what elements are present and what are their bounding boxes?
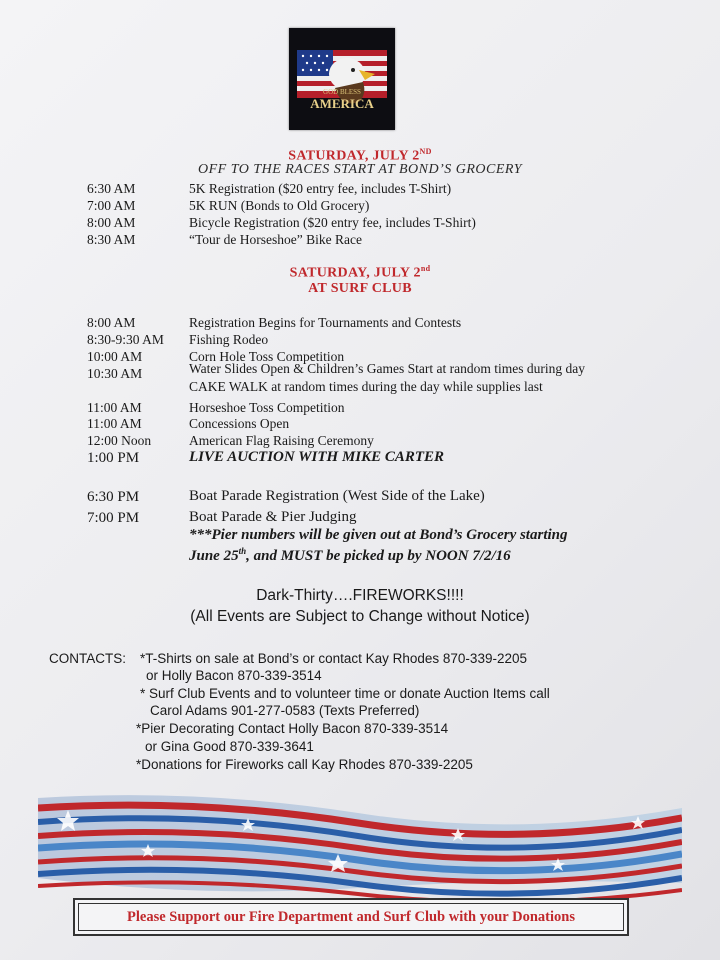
contact-line: *Pier Decorating Contact Holly Bacon 870-339-3514 <box>136 721 449 736</box>
event-time: 7:00 PM <box>87 510 140 526</box>
event-desc: Bicycle Registration ($20 entry fee, includes T-Shirt) <box>189 215 476 230</box>
contacts-label: CONTACTS: <box>49 651 126 666</box>
contact-line: or Gina Good 870-339-3641 <box>145 739 314 754</box>
svg-text:GOD BLESS: GOD BLESS <box>323 88 361 96</box>
event-desc: 5K RUN (Bonds to Old Grocery) <box>189 198 370 213</box>
event-time: 1:00 PM <box>87 450 140 466</box>
section1-date-heading: SATURDAY, JULY 2ND <box>288 147 432 164</box>
donation-footer <box>73 898 629 936</box>
event-desc: Horseshoe Toss Competition <box>189 400 345 415</box>
section2-date-heading: SATURDAY, JULY 2nd <box>289 264 431 281</box>
event-desc: American Flag Raising Ceremony <box>189 433 374 448</box>
event-desc: 5K Registration ($20 entry fee, includes T-Shirt) <box>189 181 452 196</box>
event-time: 10:30 AM <box>87 366 143 381</box>
event-time: 8:30 AM <box>87 232 136 247</box>
section2-location: AT SURF CLUB <box>308 281 412 296</box>
event-time: 12:00 Noon <box>87 433 152 448</box>
contact-line: *T-Shirts on sale at Bond’s or contact Kay Rhodes 870-339-2205 <box>140 651 527 666</box>
event-time: 8:00 AM <box>87 315 136 330</box>
contact-line: Carol Adams 901-277-0583 (Texts Preferred) <box>150 703 420 718</box>
patriotic-banner <box>38 788 682 908</box>
event-desc: Boat Parade & Pier Judging <box>189 509 357 525</box>
event-time: 11:00 AM <box>87 400 142 415</box>
event-desc-highlight: LIVE AUCTION WITH MIKE CARTER <box>189 449 445 465</box>
pier-note-line1: ***Pier numbers will be given out at Bond’s Grocery starting <box>189 527 568 543</box>
event-desc: “Tour de Horseshoe” Bike Race <box>189 232 362 247</box>
svg-text:AMERICA: AMERICA <box>310 96 374 111</box>
event-desc: Fishing Rodeo <box>189 332 269 347</box>
fireworks-line: Dark-Thirty….FIREWORKS!!!! <box>256 587 464 604</box>
footer-text: Please Support our Fire Department and Surf Club with your Donations <box>78 903 624 931</box>
event-time: 8:30-9:30 AM <box>87 332 164 347</box>
section1-subtitle: OFF TO THE RACES START AT BOND’S GROCERY <box>197 162 522 177</box>
contact-line: or Holly Bacon 870-339-3514 <box>146 668 322 683</box>
event-desc: Water Slides Open & Children’s Games Start at random times during day <box>189 361 585 376</box>
contact-line: * Surf Club Events and to volunteer time or donate Auction Items call <box>140 686 550 701</box>
event-time: 8:00 AM <box>87 215 136 230</box>
contact-line: *Donations for Fireworks call Kay Rhodes 870-339-2205 <box>136 757 473 772</box>
event-desc: Registration Begins for Tournaments and Contests <box>189 315 462 330</box>
event-time: 11:00 AM <box>87 416 142 431</box>
disclaimer: (All Events are Subject to Change without Notice) <box>190 608 530 625</box>
event-time: 7:00 AM <box>87 198 136 213</box>
god-bless-america-logo <box>289 28 395 130</box>
event-desc: Corn Hole Toss Competition <box>189 349 345 364</box>
event-desc: Boat Parade Registration (West Side of the Lake) <box>189 488 485 504</box>
event-time: 6:30 PM <box>87 489 140 505</box>
event-time: 10:00 AM <box>87 349 143 364</box>
event-time: 6:30 AM <box>87 181 136 196</box>
pier-note-line2: June 25th, and MUST be picked up by NOON 7/2/16 <box>189 546 511 564</box>
event-desc: Concessions Open <box>189 416 290 431</box>
event-desc: CAKE WALK at random times during the day while supplies last <box>189 379 543 394</box>
